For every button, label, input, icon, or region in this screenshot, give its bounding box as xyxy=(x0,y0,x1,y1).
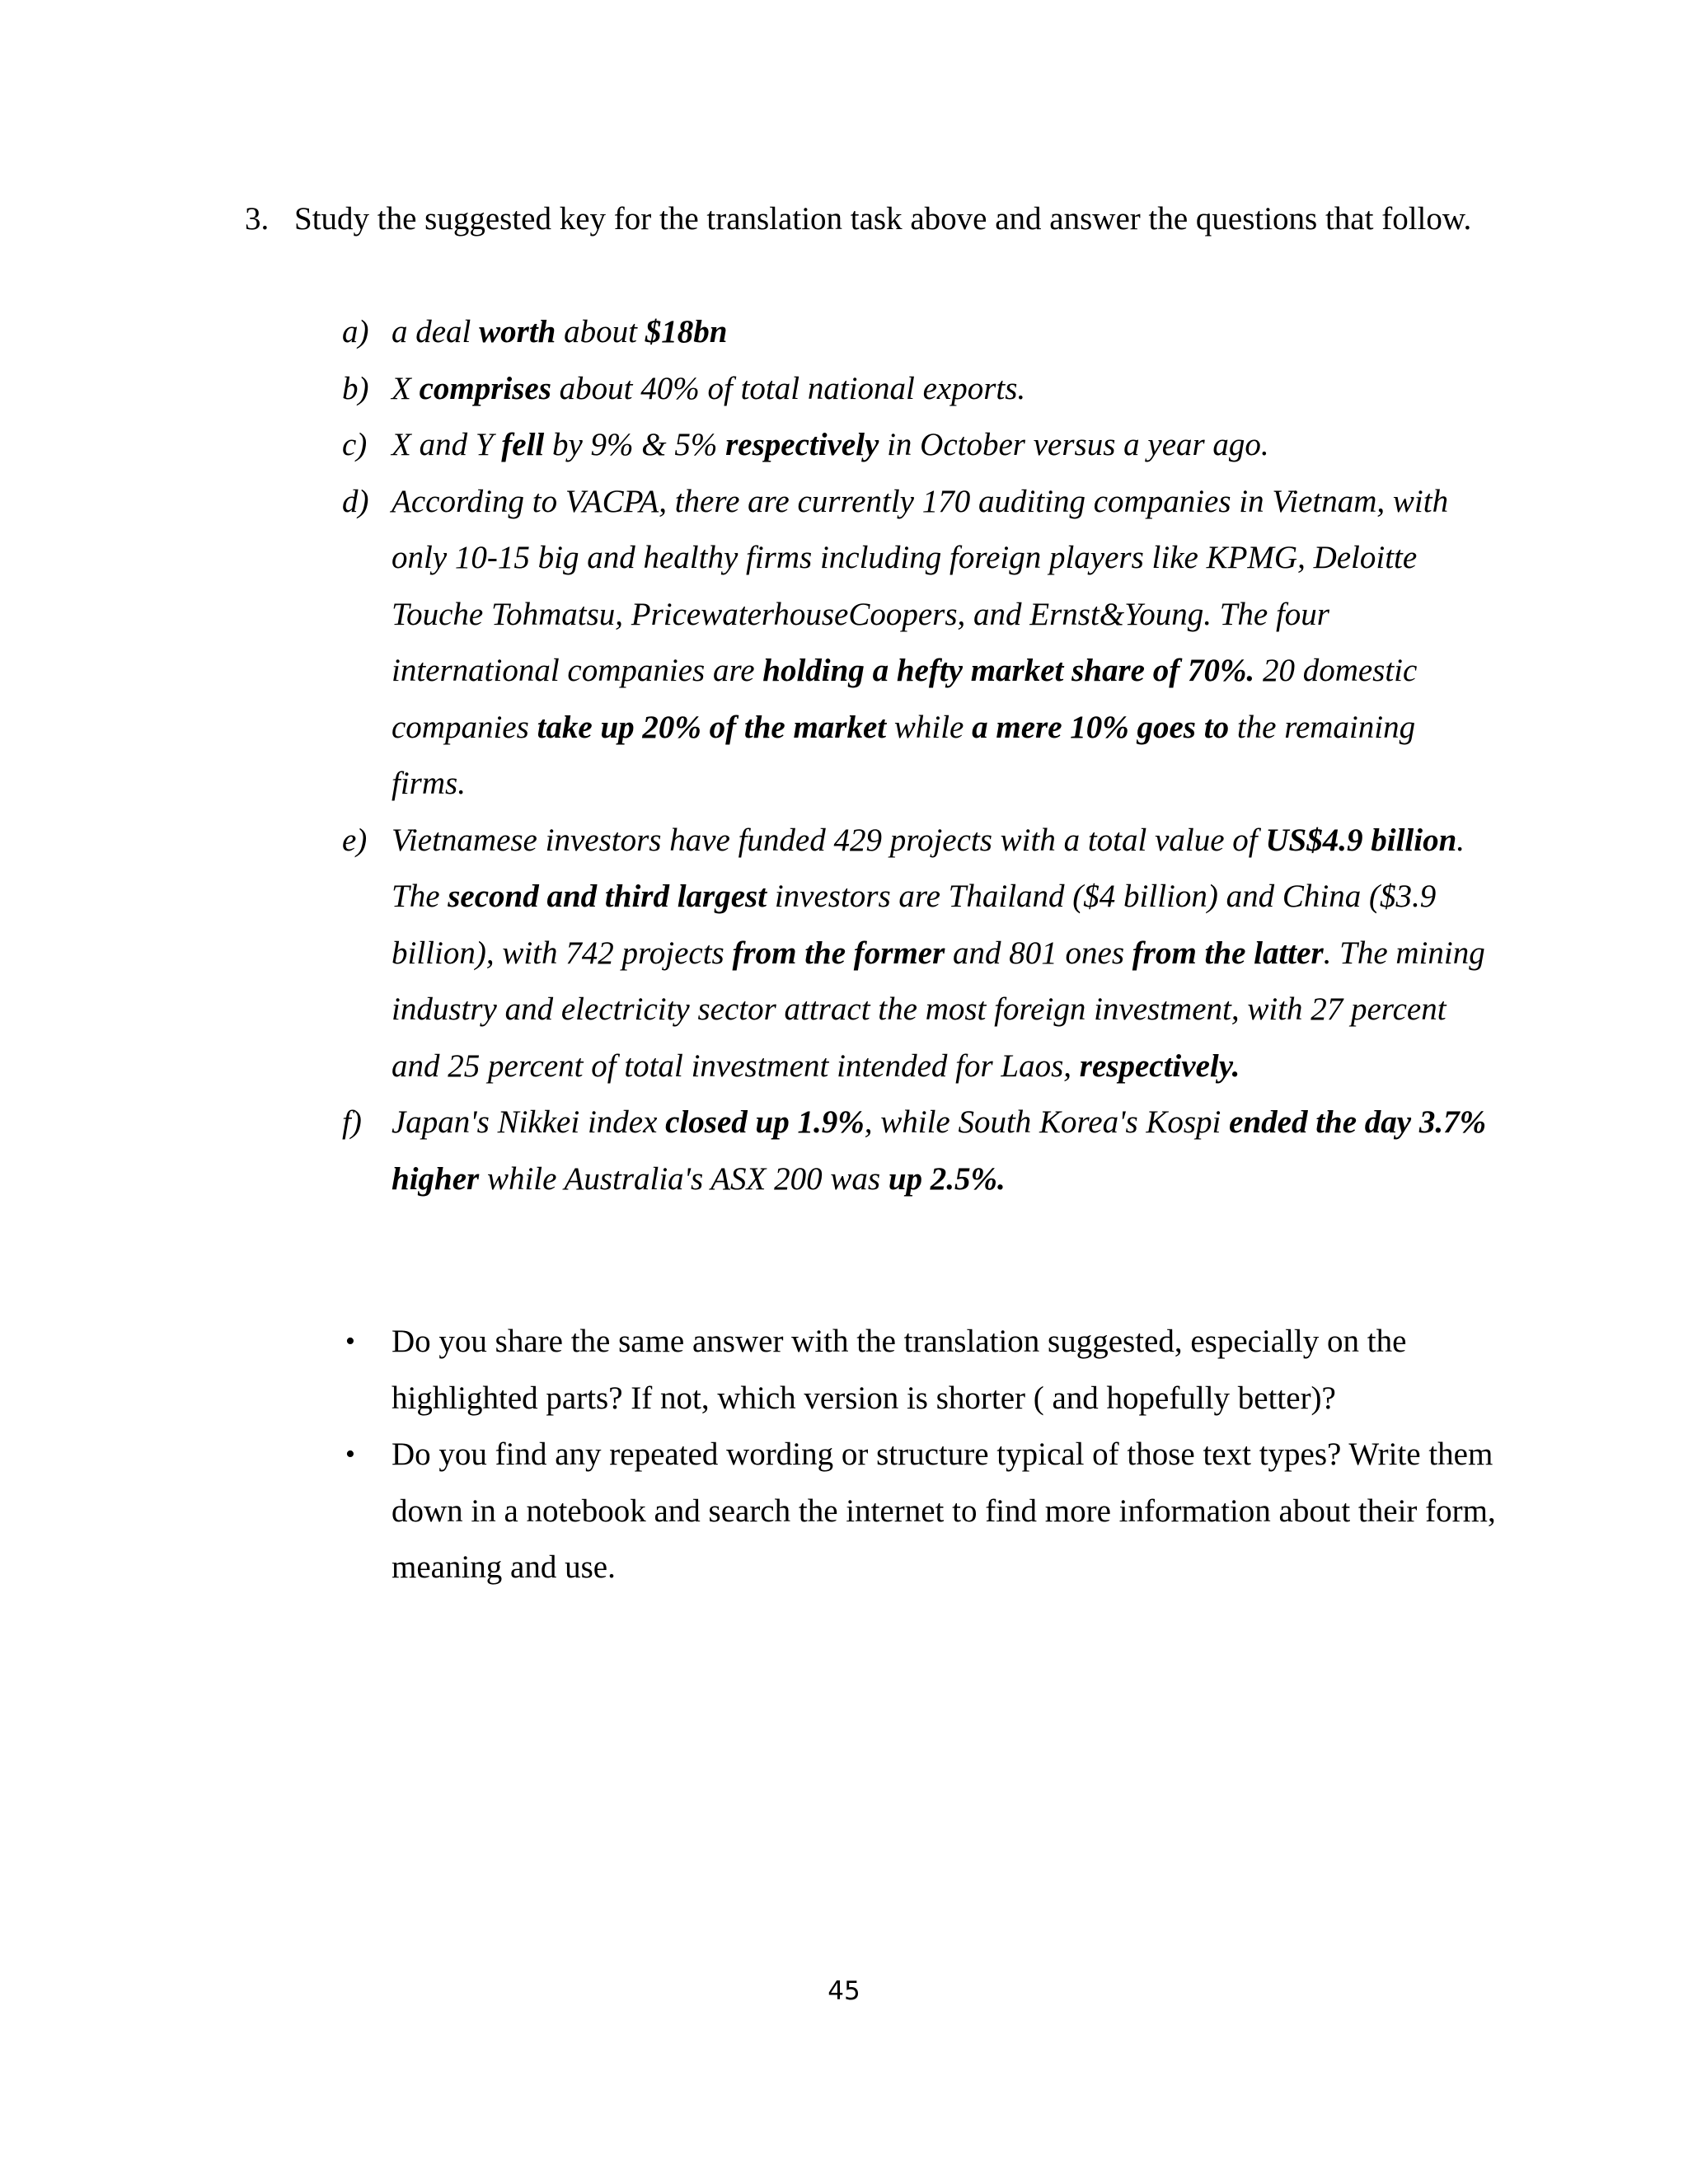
answer-text-part: investors are Thailand ($4 billion) and China ($3.9 billion), with 742 projects xyxy=(392,879,1437,971)
answer-highlight: fell xyxy=(501,427,545,462)
answer-item-d xyxy=(342,474,1496,813)
answer-text xyxy=(392,1104,1486,1197)
answer-highlight: $18bn xyxy=(645,314,728,349)
answer-highlight: a mere 10% goes to xyxy=(972,709,1230,745)
bullet-icon: • xyxy=(345,1326,355,1357)
answer-text-part: while Australia's ASX 200 was xyxy=(479,1160,889,1197)
question-number: 3. xyxy=(245,201,270,237)
answer-text xyxy=(392,371,1025,406)
answer-text-part: Japan's Nikkei index xyxy=(392,1104,666,1140)
answer-text-part: the remaining firms. xyxy=(392,709,1416,801)
answer-highlight: comprises xyxy=(419,370,551,406)
answer-highlight: second and third largest xyxy=(448,879,767,914)
bullet-item xyxy=(342,1427,1496,1596)
answer-highlight: up 2.5%. xyxy=(888,1160,1006,1197)
answer-item-c xyxy=(342,417,1496,474)
bullet-text: Do you find any repeated wording or structure typical of those text types? Write them down in a notebook and search the internet to find more information about their form, meaning and use. xyxy=(392,1436,1496,1585)
answer-text-part: . The mining industry and electricity sector attract the most foreign investment, with 27 percent and 25 percent of total investment intended for Laos, xyxy=(392,935,1485,1084)
answer-text-part: . The xyxy=(392,822,1465,914)
answer-item-e xyxy=(342,813,1496,1095)
answer-highlight: from the latter xyxy=(1132,935,1324,971)
answer-letter: a) xyxy=(342,314,369,349)
bullet-text: Do you share the same answer with the translation suggested, especially on the highlighted parts? If not, which version is shorter ( and hopefully better)? xyxy=(392,1324,1407,1416)
answer-text-part: and 801 ones xyxy=(945,935,1132,971)
answer-text xyxy=(392,823,1485,1084)
answer-highlight: ended the day 3.7% higher xyxy=(392,1104,1487,1197)
answer-highlight: worth xyxy=(479,314,556,349)
answer-highlight: respectively. xyxy=(1079,1047,1240,1084)
answer-text-part: X xyxy=(392,370,420,406)
answer-highlight: closed up 1.9% xyxy=(665,1104,865,1140)
answer-highlight: US$4.9 billion xyxy=(1265,822,1457,858)
page-number: 45 xyxy=(828,1976,860,2006)
answer-text-part: in October versus a year ago. xyxy=(879,427,1269,462)
answer-highlight: respectively xyxy=(725,427,879,462)
answer-text-part: while xyxy=(886,709,973,745)
answer-text-part: According to VACPA, there are currently 170 auditing companies in Vietnam, with only 10-15 big and healthy firms including foreign players like KPMG, Deloitte Touche Tohmatsu, PricewaterhouseCoopers, and Ernst&Young. The four international companies are xyxy=(392,483,1449,688)
question-text: Study the suggested key for the translation task above and answer the questions that follow. xyxy=(294,201,1472,237)
answer-letter: f) xyxy=(342,1104,362,1140)
answer-highlight: holding a hefty market share of 70%. xyxy=(762,653,1255,688)
bullet-item xyxy=(342,1314,1496,1427)
answer-text xyxy=(392,427,1269,462)
answer-text-part: a deal xyxy=(392,314,480,349)
answer-item-a xyxy=(342,304,1496,361)
answer-text-part: 20 domestic companies xyxy=(392,653,1418,745)
answer-item-f xyxy=(342,1094,1496,1207)
answer-letter: c) xyxy=(342,427,368,462)
answer-text xyxy=(392,484,1448,802)
answer-text-part: about 40% of total national exports. xyxy=(551,370,1026,406)
answer-highlight: take up 20% of the market xyxy=(537,709,887,745)
answer-text-part: by 9% & 5% xyxy=(544,427,726,462)
answer-letter: d) xyxy=(342,483,369,519)
answer-letter: b) xyxy=(342,370,369,406)
answer-text-part: Vietnamese investors have funded 429 projects with a total value of xyxy=(392,822,1266,858)
bullet-icon: • xyxy=(345,1439,355,1469)
answer-text xyxy=(392,314,727,349)
answer-text-part: , while South Korea's Kospi xyxy=(864,1104,1230,1140)
answer-key-list xyxy=(342,304,1496,1207)
answer-text-part: X and Y xyxy=(392,427,502,462)
answer-text-part: about xyxy=(556,314,645,349)
answer-item-b xyxy=(342,361,1496,418)
question-3 xyxy=(245,191,1481,248)
discussion-bullets xyxy=(342,1314,1496,1596)
answer-letter: e) xyxy=(342,822,368,858)
answer-highlight: from the former xyxy=(732,935,945,971)
